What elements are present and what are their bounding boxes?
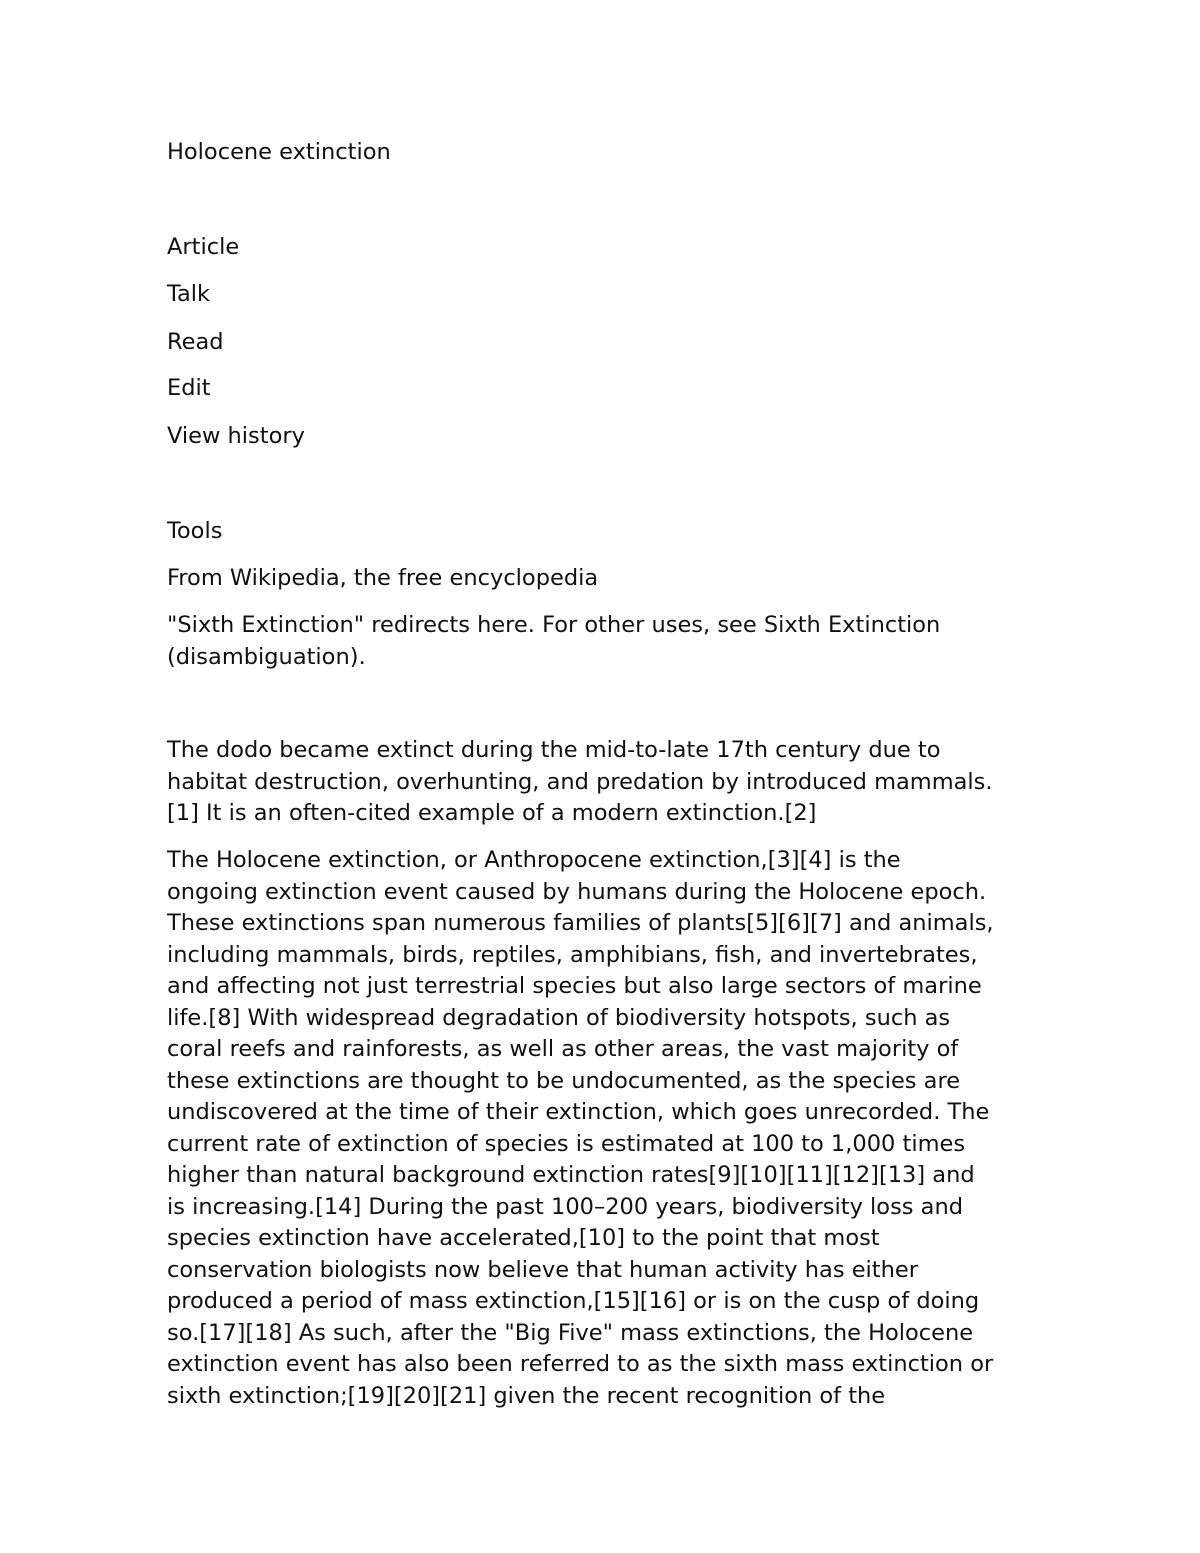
body-line: undiscovered at the time of their extinction, which goes unrecorded. The — [167, 1099, 990, 1125]
hatnote-line: (disambiguation). — [167, 643, 366, 670]
body-line: ongoing extinction event caused by humans during the Holocene epoch. — [167, 878, 987, 905]
tab-edit[interactable]: Edit — [167, 375, 211, 401]
body-line: The Holocene extinction, or Anthropocene extinction,[3][4] is the — [167, 847, 901, 873]
tab-talk[interactable]: Talk — [167, 281, 211, 307]
tagline: From Wikipedia, the free encyclopedia — [167, 565, 599, 591]
body-line: extinction event has also been referred to as the sixth mass extinction or — [167, 1351, 994, 1377]
tools-menu[interactable]: Tools — [167, 518, 223, 544]
caption-line: habitat destruction, overhunting, and predation by introduced mammals. — [167, 768, 993, 795]
image-caption — [167, 735, 1047, 830]
caption-line: The dodo became extinct during the mid-to-late 17th century due to — [167, 737, 941, 763]
body-line: These extinctions span numerous families of plants[5][6][7] and animals, — [167, 910, 994, 936]
body-line: sixth extinction;[19][20][21] given the recent recognition of the — [167, 1382, 886, 1409]
body-line: so.[17][18] As such, after the "Big Five" mass extinctions, the Holocene — [167, 1319, 974, 1346]
body-line: produced a period of mass extinction,[15][16] or is on the cusp of doing — [167, 1288, 980, 1314]
body-line: these extinctions are thought to be undocumented, as the species are — [167, 1067, 961, 1094]
tab-read[interactable]: Read — [167, 329, 224, 355]
body-line: coral reefs and rainforests, as well as other areas, the vast majority of — [167, 1036, 959, 1062]
caption-line: [1] It is an often-cited example of a modern extinction.[2] — [167, 800, 817, 826]
tab-article[interactable]: Article — [167, 234, 240, 260]
body-line: life.[8] With widespread degradation of biodiversity hotspots, such as — [167, 1004, 951, 1031]
body-paragraph — [167, 845, 1047, 1412]
body-line: species extinction have accelerated,[10] to the point that most — [167, 1225, 880, 1251]
tab-view-history[interactable]: View history — [167, 423, 305, 449]
body-line: higher than natural background extinction rates[9][10][11][12][13] and — [167, 1162, 975, 1188]
hatnote-line: "Sixth Extinction" redirects here. For other uses, see Sixth Extinction — [167, 612, 941, 638]
page-title: Holocene extinction — [167, 139, 391, 165]
body-line: including mammals, birds, reptiles, amphibians, fish, and invertebrates, — [167, 941, 978, 968]
body-line: and affecting not just terrestrial species but also large sectors of marine — [167, 973, 982, 999]
hatnote — [167, 610, 1047, 673]
body-line: conservation biologists now believe that human activity has either — [167, 1256, 918, 1283]
body-line: is increasing.[14] During the past 100–200 years, biodiversity loss and — [167, 1193, 963, 1220]
body-line: current rate of extinction of species is estimated at 100 to 1,000 times — [167, 1130, 966, 1157]
